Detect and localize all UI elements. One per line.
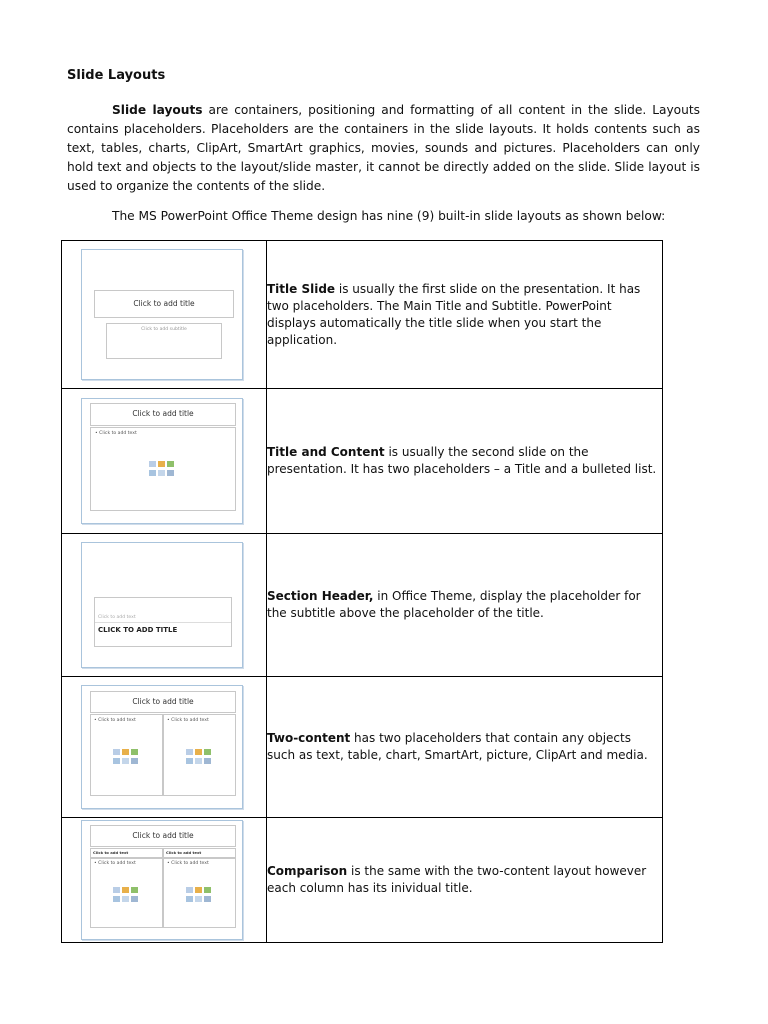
left-content-placeholder (90, 858, 163, 928)
placeholder-bullet-text: • Click to add text (94, 718, 136, 723)
section-placeholders (94, 597, 232, 647)
layout-description: is the same with the two-content layout however each column has its inividual title. (267, 864, 647, 895)
description-cell (267, 818, 663, 943)
chart-icon (158, 461, 165, 467)
layout-name: Two-content (267, 731, 351, 745)
placeholder-bullet-text: • Click to add text (94, 861, 136, 866)
placeholder-heading-text: Click to add text (166, 850, 202, 855)
intro-bold-term: Slide layouts (112, 103, 203, 117)
content-icons (186, 749, 214, 769)
intro-paragraph (67, 101, 700, 196)
content-icons (149, 461, 177, 481)
description-cell (267, 677, 663, 818)
right-heading-placeholder (163, 848, 236, 858)
title-placeholder (90, 825, 236, 847)
placeholder-bullet-text: • Click to add text (95, 431, 137, 436)
title-and-content-thumbnail (81, 398, 243, 524)
layout-name: Comparison (267, 864, 348, 878)
layout-name: Title and Content (267, 445, 385, 459)
intro-text: are containers, positioning and formatting of all content in the slide. Layouts contains placeholders. Placeholders are the containers in the slide layouts. It holds contents such as text, tables, charts, ClipArt, SmartArt graphics, movies, sounds and pictures. Placeholders can only hold text and objects to the layout/slide master, it cannot be directly added on the slide. Slide layout is used to organize the contents of the slide. (67, 103, 700, 193)
layout-description: is usually the second slide on the presentation. It has two placeholders – a Title and a bulleted list. (267, 445, 657, 476)
table-row (62, 677, 663, 818)
two-content-thumbnail (81, 685, 243, 809)
content-icons (113, 887, 141, 907)
subtitle-placeholder (106, 323, 222, 359)
right-content-placeholder (163, 714, 236, 796)
smartart-icon (167, 461, 174, 467)
table-row (62, 389, 663, 534)
placeholder-bullet-text: • Click to add text (167, 861, 209, 866)
placeholder-title-text: Click to add title (132, 697, 194, 706)
layout-name: Section Header, (267, 589, 374, 603)
left-content-placeholder (90, 714, 163, 796)
placeholder-subtitle-text: Click to add text (98, 615, 136, 620)
content-icons (186, 887, 214, 907)
left-heading-placeholder (90, 848, 163, 858)
placeholder-title-text: Click to add title (132, 831, 194, 840)
layout-name: Title Slide (267, 281, 336, 296)
content-placeholder (90, 427, 236, 511)
clipart-icon (158, 470, 165, 476)
page-heading: Slide Layouts (67, 68, 166, 83)
section-header-thumbnail (81, 542, 243, 668)
media-icon (167, 470, 174, 476)
placeholder-title-text: Click to add title (133, 299, 195, 308)
comparison-thumbnail (81, 820, 243, 940)
thumbnail-cell (62, 818, 267, 943)
description-cell (267, 534, 663, 677)
description-cell (267, 389, 663, 534)
right-content-placeholder (163, 858, 236, 928)
table-row (62, 818, 663, 943)
content-icons (113, 749, 141, 769)
title-placeholder (90, 403, 236, 426)
table-icon (149, 461, 156, 467)
layout-description: has two placeholders that contain any objects such as text, table, chart, SmartArt, picture, ClipArt and media. (267, 731, 648, 762)
thumbnail-cell (62, 241, 267, 389)
layout-description: is usually the first slide on the presentation. It has two placeholders. The Main Title and Subtitle. PowerPoint displays automatically the title slide when you start the application. (267, 281, 641, 347)
placeholder-title-text: Click to add title (132, 409, 194, 418)
thumbnail-cell (62, 677, 267, 818)
title-slide-thumbnail (81, 249, 243, 380)
thumbnail-cell (62, 534, 267, 677)
title-placeholder (94, 290, 234, 318)
placeholder-title-text: CLICK TO ADD TITLE (98, 626, 178, 634)
table-row (62, 241, 663, 389)
thumbnail-cell (62, 389, 267, 534)
placeholder-heading-text: Click to add text (93, 850, 129, 855)
placeholder-subtitle-text: Click to add subtitle (141, 327, 187, 332)
title-placeholder (90, 691, 236, 713)
layout-description: in Office Theme, display the placeholder for the subtitle above the placeholder of the title. (267, 589, 641, 620)
picture-icon (149, 470, 156, 476)
description-cell (267, 241, 663, 389)
theme-sentence: The MS PowerPoint Office Theme design has nine (9) built-in slide layouts as shown below: (112, 209, 666, 223)
layouts-table (61, 240, 663, 943)
table-row (62, 534, 663, 677)
placeholder-bullet-text: • Click to add text (167, 718, 209, 723)
